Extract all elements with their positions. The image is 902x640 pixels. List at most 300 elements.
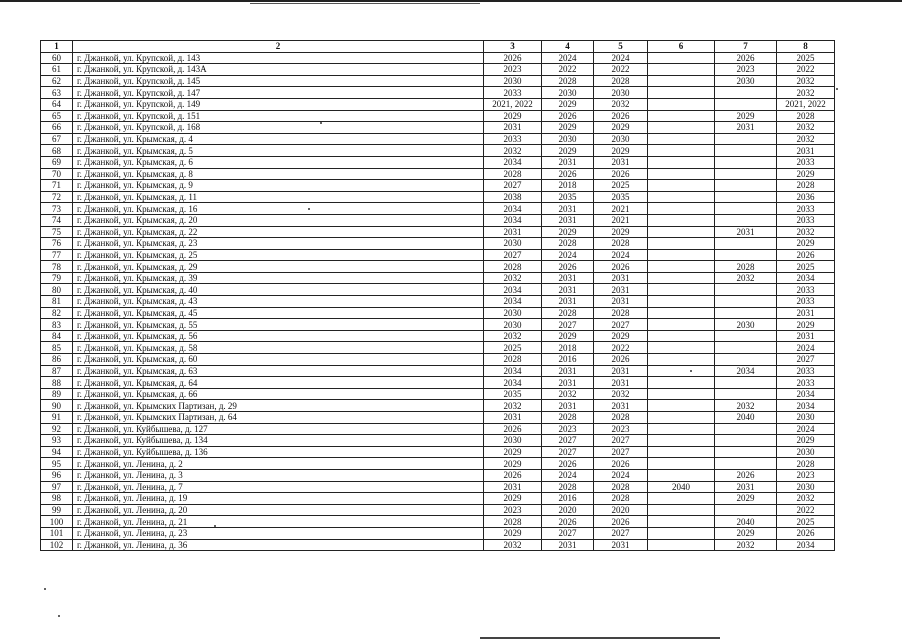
address-cell: г. Джанкой, ул. Крупской, д. 168 — [73, 122, 484, 134]
year-cell: 2026 — [594, 458, 648, 470]
header-cell: 4 — [542, 41, 594, 53]
year-cell: 2028 — [715, 261, 777, 273]
year-cell: 2035 — [594, 191, 648, 203]
year-cell: 2024 — [594, 469, 648, 481]
year-cell — [715, 249, 777, 261]
schedule-table — [40, 40, 835, 551]
year-cell: 2031 — [594, 272, 648, 284]
year-cell: 2032 — [594, 388, 648, 400]
year-cell — [715, 307, 777, 319]
year-cell: 2032 — [484, 539, 542, 551]
address-cell: г. Джанкой, ул. Крымская, д. 60 — [73, 354, 484, 366]
row-number-cell: 64 — [41, 98, 73, 110]
address-cell: г. Джанкой, ул. Куйбышева, д. 127 — [73, 423, 484, 435]
row-number-cell: 88 — [41, 377, 73, 389]
row-number-cell: 86 — [41, 354, 73, 366]
year-cell: 2026 — [542, 458, 594, 470]
year-cell — [648, 133, 715, 145]
row-number-cell: 73 — [41, 203, 73, 215]
year-cell: 2028 — [594, 412, 648, 424]
year-cell: 2029 — [715, 493, 777, 505]
year-cell — [715, 98, 777, 110]
address-cell: г. Джанкой, ул. Крымская, д. 58 — [73, 342, 484, 354]
year-cell — [715, 458, 777, 470]
table-row — [41, 203, 835, 215]
scan-speck — [44, 588, 46, 590]
year-cell: 2031 — [542, 296, 594, 308]
year-cell: 2027 — [594, 435, 648, 447]
year-cell: 2028 — [484, 168, 542, 180]
year-cell: 2026 — [715, 52, 777, 64]
address-cell: г. Джанкой, ул. Крымская, д. 45 — [73, 307, 484, 319]
year-cell: 2040 — [648, 481, 715, 493]
year-cell — [715, 87, 777, 99]
year-cell: 2033 — [777, 296, 835, 308]
year-cell: 2021 — [594, 203, 648, 215]
year-cell — [648, 342, 715, 354]
year-cell: 2029 — [542, 122, 594, 134]
year-cell: 2034 — [484, 203, 542, 215]
year-cell: 2023 — [542, 423, 594, 435]
year-cell — [715, 377, 777, 389]
year-cell: 2025 — [594, 180, 648, 192]
year-cell: 2030 — [715, 319, 777, 331]
year-cell: 2031 — [594, 377, 648, 389]
year-cell — [648, 330, 715, 342]
row-number-cell: 83 — [41, 319, 73, 331]
table-row — [41, 319, 835, 331]
year-cell: 2027 — [484, 180, 542, 192]
year-cell: 2022 — [777, 64, 835, 76]
year-cell: 2026 — [715, 469, 777, 481]
year-cell: 2034 — [484, 214, 542, 226]
year-cell: 2026 — [594, 110, 648, 122]
year-cell: 2027 — [594, 527, 648, 539]
scan-top-edge — [0, 0, 902, 2]
address-cell: г. Джанкой, ул. Ленина, д. 19 — [73, 493, 484, 505]
address-cell: г. Джанкой, ул. Крымская, д. 11 — [73, 191, 484, 203]
row-number-cell: 91 — [41, 412, 73, 424]
year-cell: 2027 — [594, 446, 648, 458]
year-cell: 2026 — [594, 354, 648, 366]
row-number-cell: 81 — [41, 296, 73, 308]
year-cell: 2029 — [542, 226, 594, 238]
year-cell — [715, 354, 777, 366]
address-cell: г. Джанкой, ул. Крымская, д. 16 — [73, 203, 484, 215]
year-cell — [648, 435, 715, 447]
scan-speck — [836, 88, 838, 90]
year-cell: 2032 — [484, 272, 542, 284]
year-cell: 2016 — [542, 354, 594, 366]
year-cell: 2034 — [484, 377, 542, 389]
year-cell: 2027 — [542, 319, 594, 331]
row-number-cell: 95 — [41, 458, 73, 470]
year-cell: 2024 — [594, 249, 648, 261]
row-number-cell: 94 — [41, 446, 73, 458]
row-number-cell: 65 — [41, 110, 73, 122]
address-cell: г. Джанкой, ул. Крымская, д. 29 — [73, 261, 484, 273]
year-cell: 2029 — [542, 145, 594, 157]
address-cell: г. Джанкой, ул. Крымская, д. 63 — [73, 365, 484, 377]
year-cell: 2031 — [715, 481, 777, 493]
year-cell — [715, 342, 777, 354]
year-cell: 2032 — [594, 98, 648, 110]
year-cell — [648, 64, 715, 76]
year-cell: 2032 — [484, 400, 542, 412]
year-cell: 2029 — [484, 458, 542, 470]
year-cell: 2031 — [484, 226, 542, 238]
year-cell: 2027 — [542, 435, 594, 447]
year-cell: 2024 — [777, 342, 835, 354]
table-row — [41, 412, 835, 424]
row-number-cell: 70 — [41, 168, 73, 180]
year-cell: 2033 — [777, 203, 835, 215]
year-cell: 2021, 2022 — [777, 98, 835, 110]
row-number-cell: 71 — [41, 180, 73, 192]
year-cell: 2030 — [484, 319, 542, 331]
row-number-cell: 100 — [41, 516, 73, 528]
address-cell: г. Джанкой, ул. Крымских Партизан, д. 64 — [73, 412, 484, 424]
year-cell: 2026 — [542, 110, 594, 122]
year-cell: 2032 — [777, 122, 835, 134]
year-cell: 2032 — [715, 400, 777, 412]
year-cell: 2029 — [542, 98, 594, 110]
year-cell: 2029 — [715, 110, 777, 122]
scan-bottom-mark — [480, 637, 720, 639]
year-cell — [715, 423, 777, 435]
year-cell — [648, 168, 715, 180]
year-cell: 2029 — [484, 493, 542, 505]
address-cell: г. Джанкой, ул. Ленина, д. 2 — [73, 458, 484, 470]
year-cell — [648, 412, 715, 424]
table-row — [41, 400, 835, 412]
header-cell: 2 — [73, 41, 484, 53]
table-row — [41, 330, 835, 342]
table-row — [41, 168, 835, 180]
table-row — [41, 214, 835, 226]
table-row — [41, 87, 835, 99]
year-cell: 2031 — [542, 214, 594, 226]
year-cell: 2030 — [484, 435, 542, 447]
address-cell: г. Джанкой, ул. Крымская, д. 25 — [73, 249, 484, 261]
table-body — [41, 52, 835, 551]
row-number-cell: 74 — [41, 214, 73, 226]
year-cell: 2026 — [484, 423, 542, 435]
address-cell: г. Джанкой, ул. Крымская, д. 22 — [73, 226, 484, 238]
year-cell: 2024 — [542, 249, 594, 261]
table-row — [41, 527, 835, 539]
year-cell — [648, 214, 715, 226]
year-cell: 2031 — [542, 284, 594, 296]
table-row — [41, 249, 835, 261]
year-cell: 2030 — [777, 481, 835, 493]
year-cell: 2023 — [715, 64, 777, 76]
year-cell: 2032 — [777, 75, 835, 87]
year-cell: 2030 — [484, 75, 542, 87]
year-cell — [648, 516, 715, 528]
year-cell: 2032 — [542, 388, 594, 400]
year-cell: 2029 — [484, 446, 542, 458]
year-cell — [648, 238, 715, 250]
year-cell — [648, 52, 715, 64]
row-number-cell: 82 — [41, 307, 73, 319]
scan-speck — [320, 122, 322, 124]
address-cell: г. Джанкой, ул. Ленина, д. 20 — [73, 504, 484, 516]
year-cell — [648, 98, 715, 110]
year-cell: 2026 — [484, 52, 542, 64]
year-cell — [648, 539, 715, 551]
table-row — [41, 75, 835, 87]
address-cell: г. Джанкой, ул. Крымская, д. 39 — [73, 272, 484, 284]
address-cell: г. Джанкой, ул. Крупской, д. 149 — [73, 98, 484, 110]
address-cell: г. Джанкой, ул. Ленина, д. 36 — [73, 539, 484, 551]
year-cell: 2032 — [715, 539, 777, 551]
row-number-cell: 62 — [41, 75, 73, 87]
year-cell: 2028 — [484, 354, 542, 366]
year-cell: 2022 — [542, 64, 594, 76]
year-cell — [648, 284, 715, 296]
header-row — [41, 41, 835, 53]
year-cell: 2029 — [594, 122, 648, 134]
year-cell — [648, 388, 715, 400]
row-number-cell: 60 — [41, 52, 73, 64]
year-cell: 2032 — [777, 87, 835, 99]
year-cell: 2021 — [594, 214, 648, 226]
year-cell: 2031 — [594, 296, 648, 308]
table-row — [41, 64, 835, 76]
year-cell — [648, 365, 715, 377]
address-cell: г. Джанкой, ул. Куйбышева, д. 134 — [73, 435, 484, 447]
year-cell: 2031 — [594, 365, 648, 377]
year-cell: 2033 — [484, 87, 542, 99]
table-row — [41, 377, 835, 389]
year-cell: 2028 — [777, 180, 835, 192]
table-row — [41, 156, 835, 168]
year-cell: 2021, 2022 — [484, 98, 542, 110]
table-row — [41, 238, 835, 250]
table-row — [41, 284, 835, 296]
year-cell: 2020 — [542, 504, 594, 516]
year-cell — [648, 469, 715, 481]
address-cell: г. Джанкой, ул. Крупской, д. 143А — [73, 64, 484, 76]
year-cell: 2030 — [777, 412, 835, 424]
scan-speck — [58, 615, 60, 617]
year-cell: 2029 — [715, 527, 777, 539]
year-cell: 2030 — [484, 307, 542, 319]
table-row — [41, 296, 835, 308]
address-cell: г. Джанкой, ул. Крымская, д. 6 — [73, 156, 484, 168]
header-cell: 6 — [648, 41, 715, 53]
table-row — [41, 354, 835, 366]
address-cell: г. Джанкой, ул. Ленина, д. 21 — [73, 516, 484, 528]
table-row — [41, 133, 835, 145]
table-row — [41, 180, 835, 192]
header-cell: 5 — [594, 41, 648, 53]
year-cell: 2034 — [484, 296, 542, 308]
year-cell: 2035 — [542, 191, 594, 203]
row-number-cell: 96 — [41, 469, 73, 481]
table-row — [41, 481, 835, 493]
year-cell — [715, 168, 777, 180]
year-cell: 2026 — [594, 516, 648, 528]
row-number-cell: 67 — [41, 133, 73, 145]
table-row — [41, 191, 835, 203]
header-cell: 1 — [41, 41, 73, 53]
year-cell — [715, 133, 777, 145]
year-cell — [648, 272, 715, 284]
table-row — [41, 98, 835, 110]
row-number-cell: 79 — [41, 272, 73, 284]
table-row — [41, 458, 835, 470]
year-cell — [648, 261, 715, 273]
row-number-cell: 101 — [41, 527, 73, 539]
year-cell: 2031 — [542, 400, 594, 412]
row-number-cell: 85 — [41, 342, 73, 354]
address-cell: г. Джанкой, ул. Ленина, д. 3 — [73, 469, 484, 481]
year-cell — [715, 238, 777, 250]
table-row — [41, 469, 835, 481]
year-cell: 2026 — [777, 527, 835, 539]
year-cell: 2031 — [542, 203, 594, 215]
row-number-cell: 78 — [41, 261, 73, 273]
year-cell: 2029 — [777, 319, 835, 331]
address-cell: г. Джанкой, ул. Крымская, д. 9 — [73, 180, 484, 192]
year-cell: 2023 — [777, 469, 835, 481]
year-cell — [715, 388, 777, 400]
table-row — [41, 388, 835, 400]
year-cell: 2025 — [777, 52, 835, 64]
year-cell: 2022 — [594, 342, 648, 354]
year-cell: 2026 — [594, 261, 648, 273]
year-cell: 2018 — [542, 342, 594, 354]
address-cell: г. Джанкой, ул. Крымских Партизан, д. 29 — [73, 400, 484, 412]
table-row — [41, 342, 835, 354]
address-cell: г. Джанкой, ул. Крупской, д. 145 — [73, 75, 484, 87]
row-number-cell: 92 — [41, 423, 73, 435]
year-cell: 2030 — [594, 87, 648, 99]
year-cell: 2028 — [594, 238, 648, 250]
year-cell: 2022 — [594, 64, 648, 76]
year-cell: 2028 — [542, 238, 594, 250]
year-cell: 2027 — [542, 446, 594, 458]
row-number-cell: 61 — [41, 64, 73, 76]
scan-speck — [690, 370, 692, 372]
year-cell: 2027 — [594, 319, 648, 331]
row-number-cell: 63 — [41, 87, 73, 99]
row-number-cell: 87 — [41, 365, 73, 377]
year-cell: 2031 — [594, 156, 648, 168]
year-cell: 2028 — [542, 481, 594, 493]
year-cell — [648, 75, 715, 87]
scan-top-mark — [250, 3, 480, 4]
year-cell — [715, 435, 777, 447]
year-cell: 2032 — [777, 226, 835, 238]
row-number-cell: 97 — [41, 481, 73, 493]
row-number-cell: 66 — [41, 122, 73, 134]
row-number-cell: 75 — [41, 226, 73, 238]
year-cell: 2028 — [484, 261, 542, 273]
year-cell: 2018 — [542, 180, 594, 192]
year-cell: 2025 — [777, 261, 835, 273]
year-cell: 2034 — [715, 365, 777, 377]
address-cell: г. Джанкой, ул. Крымская, д. 23 — [73, 238, 484, 250]
row-number-cell: 77 — [41, 249, 73, 261]
year-cell — [648, 377, 715, 389]
year-cell: 2023 — [484, 64, 542, 76]
year-cell — [715, 284, 777, 296]
year-cell: 2016 — [542, 493, 594, 505]
year-cell: 2040 — [715, 412, 777, 424]
year-cell — [648, 400, 715, 412]
header-cell: 3 — [484, 41, 542, 53]
year-cell: 2029 — [777, 238, 835, 250]
year-cell: 2028 — [594, 307, 648, 319]
scan-speck — [308, 208, 310, 210]
year-cell — [715, 156, 777, 168]
year-cell: 2026 — [542, 261, 594, 273]
year-cell — [715, 446, 777, 458]
year-cell: 2028 — [542, 307, 594, 319]
row-number-cell: 89 — [41, 388, 73, 400]
year-cell — [648, 110, 715, 122]
year-cell: 2040 — [715, 516, 777, 528]
year-cell — [648, 354, 715, 366]
row-number-cell: 68 — [41, 145, 73, 157]
year-cell: 2030 — [777, 446, 835, 458]
year-cell: 2026 — [542, 168, 594, 180]
year-cell: 2022 — [777, 504, 835, 516]
year-cell: 2033 — [777, 214, 835, 226]
year-cell — [715, 504, 777, 516]
year-cell — [648, 191, 715, 203]
year-cell — [648, 493, 715, 505]
header-cell: 8 — [777, 41, 835, 53]
year-cell: 2027 — [484, 249, 542, 261]
year-cell: 2031 — [542, 272, 594, 284]
year-cell: 2031 — [542, 377, 594, 389]
year-cell: 2031 — [542, 156, 594, 168]
year-cell: 2033 — [777, 156, 835, 168]
year-cell: 2033 — [777, 365, 835, 377]
year-cell: 2027 — [542, 527, 594, 539]
address-cell: г. Джанкой, ул. Крымская, д. 8 — [73, 168, 484, 180]
year-cell: 2029 — [777, 168, 835, 180]
year-cell: 2030 — [715, 75, 777, 87]
row-number-cell: 90 — [41, 400, 73, 412]
year-cell — [715, 296, 777, 308]
address-cell: г. Джанкой, ул. Крупской, д. 151 — [73, 110, 484, 122]
year-cell: 2028 — [777, 458, 835, 470]
year-cell: 2030 — [484, 238, 542, 250]
year-cell: 2031 — [715, 226, 777, 238]
year-cell — [648, 226, 715, 238]
scan-speck — [214, 525, 216, 527]
year-cell: 2029 — [484, 527, 542, 539]
year-cell — [648, 203, 715, 215]
year-cell: 2029 — [542, 330, 594, 342]
year-cell: 2024 — [542, 469, 594, 481]
year-cell — [648, 319, 715, 331]
year-cell: 2034 — [777, 388, 835, 400]
year-cell: 2024 — [594, 52, 648, 64]
year-cell: 2030 — [542, 133, 594, 145]
year-cell: 2020 — [594, 504, 648, 516]
year-cell — [648, 504, 715, 516]
table-row — [41, 122, 835, 134]
table-row — [41, 110, 835, 122]
year-cell: 2026 — [542, 516, 594, 528]
address-cell: г. Джанкой, ул. Крымская, д. 5 — [73, 145, 484, 157]
